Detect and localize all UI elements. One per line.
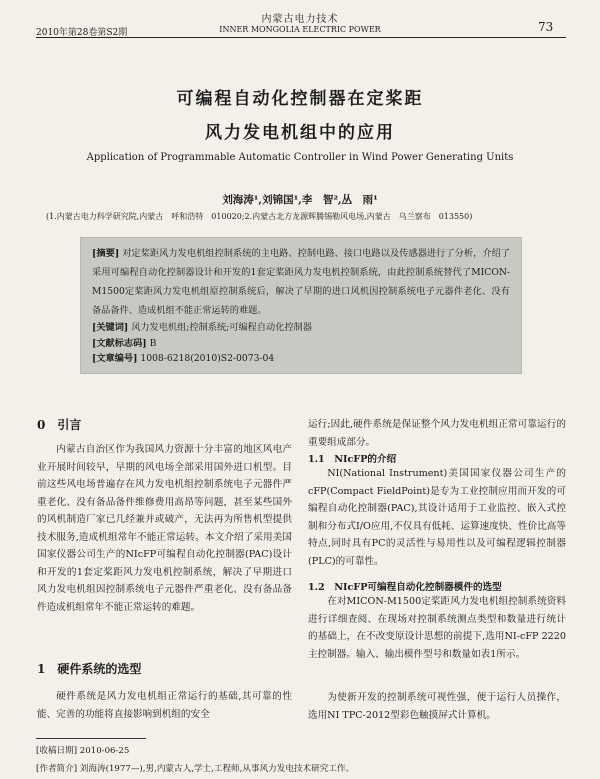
module-selection-heading: 1.2 NIcFP可编程自动化控制器模件的选型: [308, 582, 502, 593]
header-rule: [36, 37, 566, 38]
nicfp-paragraph: NI(National Instrument)美国国家仪器公司生产的cFP(Compact FieldPoint)是专为工业控制应用而开发的可编程自动化控制器(PAC),其设计适用于工业监控、嵌入式控制和分布式I/O应用,不仅具有低耗、运算速度快、性价比高等特点,同时具有PC的灵活性与易用性以及可编程逻辑控制器(PLC)的可靠性。: [308, 468, 566, 567]
english-title: Application of Programmable Automatic Controller in Wind Power Generating Units: [86, 152, 514, 163]
doc-code-label: [文献标志码]: [92, 338, 147, 349]
title-line-2: 风力发电机组中的应用: [205, 123, 395, 143]
hardware-paragraph: 硬件系统是风力发电机组正常运行的基础,其可靠的性能、完善的功能将直接影响到机组的安全: [37, 691, 292, 720]
doc-code: [92, 335, 156, 349]
journal-name-en: INNER MONGOLIA ELECTRIC POWER: [219, 25, 381, 34]
touchscreen-paragraph: 为使新开发的控制系统可视性强，便于运行人员操作，选用NI TPC-2012型彩色触摸屏式计算机。: [308, 692, 566, 721]
abstract: [92, 244, 510, 320]
intro-paragraph: 内蒙古自治区作为我国风力资源十分丰富的地区风电产业开展时间较早，早期的风电场全部采用国外进口机型。目前这些风电场普遍存在风力发电机组控制系统电子元器件严重老化、没有备品备件维修费用高昂等问题，甚至某些国外的风机制造厂家已几经兼并或破产，无法再为所售机型提供技术服务,造成机组常年不能正常运转。本文介绍了采用美国国家仪器公司生产的NIcFP可编程自动化控制器(PAC)设计和开发的1套定桨距风力发电机控制系统，解决了早期进口风力发电机组因控制系统电子元器件严重老化、没有备品备件造成机组常年不能正常运转的难题。: [37, 444, 292, 613]
intro-heading: 0 引言: [37, 418, 82, 432]
received-date: [收稿日期] 2010-06-25: [36, 746, 130, 756]
doc-code-value: B: [149, 338, 157, 349]
hardware-paragraph-cont: 运行;因此,硬件系统是保证整个风力发电机组正常可靠运行的重要组成部分。: [308, 419, 566, 448]
issue-info: 2010年第28卷第S2期: [36, 28, 128, 38]
affiliation: (1.内蒙古电力科学研究院,内蒙古 呼和浩特 010020;2.内蒙古北方龙源辉腾锡勒风电场,内蒙古 乌兰察布 013550): [46, 212, 473, 221]
keywords-label: [关键词]: [92, 322, 129, 333]
nicfp-heading: 1.1 NIcFP的介绍: [308, 454, 397, 465]
article-number-label: [文章编号]: [92, 353, 138, 364]
keywords: [92, 319, 510, 333]
footnote-rule: [36, 738, 146, 739]
hardware-heading: 1 硬件系统的选型: [37, 662, 142, 676]
title-line-1: 可编程自动化控制器在定桨距: [176, 89, 424, 109]
module-selection-paragraph: 在对MICON-M1500定桨距风力发电机组控制系统资料进行详细查阅、在现场对控制系统测点类型和数量进行统计的基础上，在不改变原设计思想的前提下,选用NI-cFP 2220主控制器。输入、输出模件型号和数量如表1所示。: [308, 596, 566, 660]
authors: 刘海涛¹,刘锦国¹,李 智²,丛 雨¹: [222, 194, 378, 206]
page-number: 73: [538, 20, 554, 34]
journal-name-cn: 内蒙古电力技术: [261, 14, 339, 25]
article-number: [92, 350, 274, 364]
author-bio: [作者简介] 刘海涛(1977—),男,内蒙古人,学士,工程师,从事风力发电技术研究工作。: [36, 764, 355, 774]
keywords-text: 风力发电机组;控制系统;可编程自动化控制器: [131, 322, 312, 333]
abstract-text: 对定桨距风力发电机组控制系统的主电路、控制电路、接口电路以及传感器进行了分析，介绍了采用可编程自动化控制器设计和开发的1套定桨距风力发电机控制系统，由此控制系统替代了MICON-M1500定桨距风力发电机组原控制系统后，解决了早期的进口风机因控制系统电子元器件老化、没有备品备件、造成机组不能正常运转的难题。: [92, 248, 510, 316]
abstract-label: [摘要]: [92, 248, 120, 259]
article-number-value: 1008-6218(2010)S2-0073-04: [140, 353, 275, 364]
